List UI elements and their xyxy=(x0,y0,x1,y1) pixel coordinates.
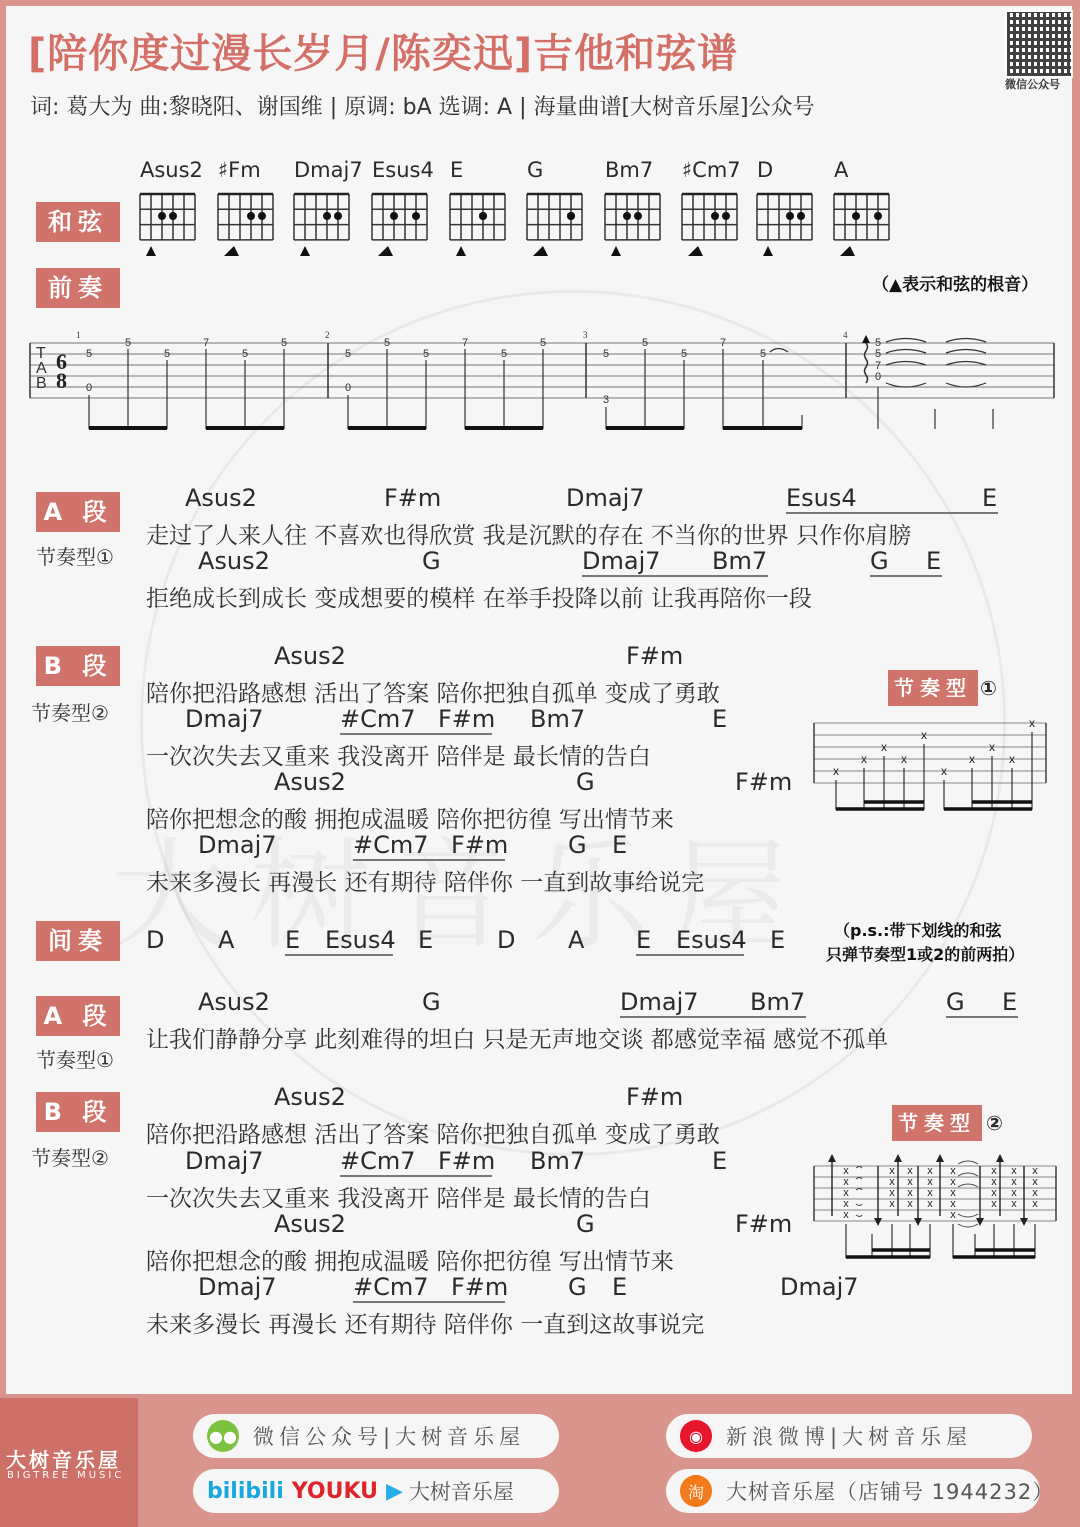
svg-text:x: x xyxy=(843,1209,849,1221)
chord-label: Dmaj7 xyxy=(198,1273,277,1301)
svg-text:7: 7 xyxy=(202,337,210,349)
svg-text:x: x xyxy=(889,1187,895,1199)
chord-label: Dmaj7 xyxy=(566,484,645,512)
svg-text:x: x xyxy=(991,1165,997,1177)
lyric-line: 陪你把想念的酸 拥抱成温暖 陪你把彷徨 写出情节来 xyxy=(146,1249,674,1275)
taobao-icon: 淘 xyxy=(680,1475,712,1507)
video-platforms-link[interactable] xyxy=(193,1469,559,1513)
chord-label: Dmaj7 xyxy=(780,1273,859,1301)
chord-label-underlined xyxy=(340,705,496,735)
svg-text:x: x xyxy=(1011,1198,1017,1210)
chord-label: #Cm7 xyxy=(340,705,416,733)
svg-text:7: 7 xyxy=(461,337,469,349)
chord-label: E xyxy=(1002,988,1018,1016)
svg-text:x: x xyxy=(991,1187,997,1199)
lyric-line: 走过了人来人往 不喜欢也得欣赏 我是沉默的存在 不当你的世界 只作你肩膀 xyxy=(146,523,912,549)
brand-name-cn: 大树音乐屋 xyxy=(6,1448,121,1472)
svg-text:3: 3 xyxy=(602,394,610,406)
part-b-tag: B 段 xyxy=(36,646,120,686)
chord-label: D xyxy=(146,926,165,954)
svg-text:5: 5 xyxy=(602,348,610,360)
svg-text:x: x xyxy=(889,1165,895,1177)
intro-section-tag: 前奏 xyxy=(36,268,120,308)
chord-label: E xyxy=(712,705,728,733)
chord-diagram-name: D xyxy=(757,158,774,182)
svg-text:x: x xyxy=(881,740,887,754)
svg-text:x: x xyxy=(907,1176,913,1188)
chord-fretboard xyxy=(446,184,512,284)
chord-label: F#m xyxy=(438,1147,496,1175)
chord-fretboard xyxy=(368,184,434,284)
svg-text:x: x xyxy=(1011,1165,1017,1177)
chord-label: #Cm7 xyxy=(353,1273,429,1301)
svg-text:5: 5 xyxy=(344,348,352,360)
svg-text:x: x xyxy=(950,1187,956,1199)
chord-diagram-name: E xyxy=(450,158,464,182)
svg-text:x: x xyxy=(833,764,839,778)
weibo-label: 新浪微博|大树音乐屋 xyxy=(726,1425,973,1449)
chord-fretboard xyxy=(601,184,667,284)
wechat-icon: ●● xyxy=(207,1420,239,1452)
chord-fretboard xyxy=(678,184,744,284)
svg-text:8: 8 xyxy=(56,368,67,393)
chord-diagram-name: Dmaj7 xyxy=(294,158,363,182)
svg-text:5: 5 xyxy=(124,337,132,349)
chord-label-underlined xyxy=(353,1273,509,1303)
svg-text:5: 5 xyxy=(85,348,93,360)
chord-label-underlined xyxy=(353,831,509,861)
rhythm-pattern-2-tag: 节奏型 xyxy=(892,1105,982,1141)
chord-label-underlined xyxy=(870,547,942,577)
svg-text:x: x xyxy=(907,1165,913,1177)
svg-text:5: 5 xyxy=(759,348,767,360)
chord-label: E xyxy=(982,484,998,512)
svg-text:x: x xyxy=(989,740,995,754)
chord-diagram-name: ♯Cm7 xyxy=(682,158,741,182)
chord-label: Dmaj7 xyxy=(620,988,699,1016)
svg-text:x: x xyxy=(1032,1176,1038,1188)
interlude-note-line1: （p.s.:带下划线的和弦 xyxy=(834,921,1002,940)
svg-text:B: B xyxy=(36,375,47,392)
chord-label: Esus4 xyxy=(676,926,747,954)
lyric-line: 让我们静静分享 此刻难得的坦白 只是无声地交谈 都感觉幸福 感觉不孤单 xyxy=(146,1027,889,1053)
root-note-legend: （▲表示和弦的根音） xyxy=(872,275,1039,295)
chord-diagram-name: Esus4 xyxy=(372,158,434,182)
lyric-line: 陪你把沿路感想 活出了答案 陪你把独自孤单 变成了勇敢 xyxy=(146,1122,720,1148)
chord-label: Dmaj7 xyxy=(185,705,264,733)
chord-fretboard xyxy=(523,184,589,284)
chord-label: F#m xyxy=(384,484,442,512)
svg-text:x: x xyxy=(991,1176,997,1188)
chord-fretboard xyxy=(290,184,356,284)
svg-text:x: x xyxy=(861,752,867,766)
chord-diagram-name: Asus2 xyxy=(140,158,203,182)
part-a-rhythm: 节奏型① xyxy=(36,545,114,569)
svg-text:x: x xyxy=(907,1187,913,1199)
chord-label: E xyxy=(418,926,434,954)
lyric-line: 一次次失去又重来 我没离开 陪伴是 最长情的告白 xyxy=(146,744,651,770)
svg-text:x: x xyxy=(843,1198,849,1210)
chord-label: Asus2 xyxy=(274,768,346,796)
chord-label: G xyxy=(870,547,889,575)
svg-text:x: x xyxy=(927,1165,933,1177)
chord-label: E xyxy=(926,547,942,575)
chord-label-underlined xyxy=(620,988,806,1018)
svg-text:5: 5 xyxy=(680,348,688,360)
svg-text:x: x xyxy=(927,1198,933,1210)
chord-label: Asus2 xyxy=(274,1210,346,1238)
part-a2-tag: A 段 xyxy=(36,996,120,1036)
chord-fretboard xyxy=(214,184,280,284)
svg-text:x: x xyxy=(950,1165,956,1177)
song-credits: 词: 葛大为 曲:黎晓阳、谢国维 | 原调: bA 选调: A | 海量曲谱[大树音乐屋]公众号 xyxy=(30,95,815,120)
chord-label: Dmaj7 xyxy=(185,1147,264,1175)
brand-name-en: BIGTREE MUSIC xyxy=(7,1470,125,1481)
svg-text:T: T xyxy=(36,345,46,362)
weibo-icon: ◉ xyxy=(680,1420,712,1452)
rhythm-pattern-1-tab xyxy=(812,718,1048,813)
chord-diagram-name: A xyxy=(834,158,849,182)
svg-text:2: 2 xyxy=(325,330,330,340)
svg-text:x: x xyxy=(1032,1165,1038,1177)
chord-label-underlined xyxy=(786,484,998,514)
svg-text:x: x xyxy=(927,1176,933,1188)
rhythm-pattern-1-number: ① xyxy=(980,676,997,700)
svg-text:x: x xyxy=(843,1165,849,1177)
chord-label: #Cm7 xyxy=(340,1147,416,1175)
svg-text:x: x xyxy=(991,1198,997,1210)
svg-text:0: 0 xyxy=(344,382,352,394)
intro-tab-staff xyxy=(28,325,1058,435)
chord-label: F#m xyxy=(451,831,509,859)
svg-text:5: 5 xyxy=(241,348,249,360)
chord-label: Esus4 xyxy=(325,926,396,954)
svg-text:x: x xyxy=(1029,718,1035,730)
chord-label-underlined xyxy=(946,988,1018,1018)
svg-text:x: x xyxy=(889,1176,895,1188)
video-label: 大树音乐屋 xyxy=(408,1480,514,1504)
taobao-label: 大树音乐屋（店铺号 1944232） xyxy=(726,1480,1055,1504)
svg-text:x: x xyxy=(901,752,907,766)
chord-label: Bm7 xyxy=(530,1147,586,1175)
qr-label: 微信公众号 xyxy=(1005,78,1060,91)
chord-label: F#m xyxy=(626,1083,684,1111)
qr-code[interactable] xyxy=(1005,10,1073,78)
chord-label: G xyxy=(568,1273,587,1301)
svg-text:x: x xyxy=(927,1187,933,1199)
chord-label: Asus2 xyxy=(198,547,270,575)
youku-logo: YOUKU xyxy=(291,1478,378,1504)
lyric-line: 未来多漫长 再漫长 还有期待 陪伴你 一直到故事给说完 xyxy=(146,870,705,896)
chord-label: Esus4 xyxy=(786,484,857,512)
rhythm-pattern-1-tag: 节奏型 xyxy=(888,670,978,706)
chord-fretboard xyxy=(830,184,896,284)
svg-text:x: x xyxy=(921,728,927,742)
chord-label-underlined xyxy=(582,547,768,577)
chord-label: E xyxy=(612,1273,628,1301)
page-title: [陪你度过漫长岁月/陈奕迅]吉他和弦谱 xyxy=(28,31,739,77)
part-b2-tag: B 段 xyxy=(36,1092,120,1132)
chord-label-underlined xyxy=(636,926,747,956)
chord-label: G xyxy=(576,768,595,796)
chord-label: G xyxy=(568,831,587,859)
svg-text:x: x xyxy=(969,752,975,766)
chord-label: F#m xyxy=(735,1210,793,1238)
svg-text:5: 5 xyxy=(163,348,171,360)
chord-label: Bm7 xyxy=(750,988,806,1016)
svg-text:7: 7 xyxy=(874,360,882,372)
chord-label: Asus2 xyxy=(185,484,257,512)
chord-label: A xyxy=(218,926,235,954)
chord-label: F#m xyxy=(626,642,684,670)
svg-text:5: 5 xyxy=(539,337,547,349)
svg-text:x: x xyxy=(1032,1187,1038,1199)
svg-text:5: 5 xyxy=(383,337,391,349)
chord-label: G xyxy=(576,1210,595,1238)
tencent-video-icon: ▶ xyxy=(386,1478,403,1504)
chord-label: E xyxy=(712,1147,728,1175)
chord-label: #Cm7 xyxy=(353,831,429,859)
chord-label: Dmaj7 xyxy=(582,547,661,575)
lyric-line: 一次次失去又重来 我没离开 陪伴是 最长情的告白 xyxy=(146,1186,651,1212)
rhythm-pattern-2-tab xyxy=(812,1152,1058,1264)
svg-text:x: x xyxy=(941,764,947,778)
lyric-line: 陪你把沿路感想 活出了答案 陪你把独自孤单 变成了勇敢 xyxy=(146,681,720,707)
svg-text:x: x xyxy=(950,1176,956,1188)
wechat-label: 微信公众号|大树音乐屋 xyxy=(253,1425,526,1449)
svg-text:x: x xyxy=(1032,1198,1038,1210)
chord-label: Asus2 xyxy=(198,988,270,1016)
chord-label: Bm7 xyxy=(530,705,586,733)
part-a-tag: A 段 xyxy=(36,492,120,532)
chord-label: E xyxy=(636,926,652,954)
svg-text:1: 1 xyxy=(76,330,81,340)
chord-label-underlined xyxy=(285,926,396,956)
svg-text:x: x xyxy=(1011,1187,1017,1199)
svg-text:5: 5 xyxy=(874,337,882,349)
chord-diagram-name: Bm7 xyxy=(605,158,654,182)
chord-label: G xyxy=(422,988,441,1016)
chord-label: E xyxy=(612,831,628,859)
svg-text:x: x xyxy=(1009,752,1015,766)
chord-label: A xyxy=(568,926,585,954)
chord-label: Dmaj7 xyxy=(198,831,277,859)
interlude-tag: 间奏 xyxy=(36,921,120,961)
chord-label: G xyxy=(422,547,441,575)
chord-fretboard xyxy=(753,184,819,284)
chord-label: E xyxy=(770,926,786,954)
chord-label-underlined xyxy=(340,1147,496,1177)
svg-text:7: 7 xyxy=(719,337,727,349)
svg-text:x: x xyxy=(843,1176,849,1188)
chord-diagram-name: ♯Fm xyxy=(218,158,261,182)
svg-text:5: 5 xyxy=(422,348,430,360)
svg-text:5: 5 xyxy=(874,348,882,360)
svg-text:x: x xyxy=(950,1198,956,1210)
svg-text:6: 6 xyxy=(56,349,67,374)
lyric-line: 未来多漫长 再漫长 还有期待 陪伴你 一直到这故事说完 xyxy=(146,1312,705,1338)
taobao-link[interactable] xyxy=(666,1469,1055,1513)
chord-label: Asus2 xyxy=(274,1083,346,1111)
chord-label: F#m xyxy=(451,1273,509,1301)
footer-brand xyxy=(0,1398,138,1527)
lyric-line: 拒绝成长到成长 变成想要的模样 在举手投降以前 让我再陪你一段 xyxy=(146,586,812,612)
chord-label: Asus2 xyxy=(274,642,346,670)
svg-text:A: A xyxy=(36,360,47,377)
svg-text:5: 5 xyxy=(500,348,508,360)
chord-label: F#m xyxy=(438,705,496,733)
chord-label: G xyxy=(946,988,965,1016)
svg-text:x: x xyxy=(1011,1176,1017,1188)
chord-fretboard xyxy=(136,184,202,284)
weibo-link[interactable] xyxy=(666,1414,1032,1458)
svg-text:x: x xyxy=(907,1198,913,1210)
chord-diagram-name: G xyxy=(527,158,544,182)
chord-label: F#m xyxy=(735,768,793,796)
svg-text:x: x xyxy=(843,1187,849,1199)
part-a2-rhythm: 节奏型① xyxy=(36,1048,114,1072)
wechat-link[interactable] xyxy=(193,1414,559,1458)
chord-label: Bm7 xyxy=(712,547,768,575)
svg-text:5: 5 xyxy=(280,337,288,349)
bilibili-logo: bilibili xyxy=(207,1478,284,1504)
part-b-rhythm: 节奏型② xyxy=(31,701,109,725)
svg-text:0: 0 xyxy=(874,371,882,383)
svg-text:4: 4 xyxy=(843,330,848,340)
svg-text:x: x xyxy=(889,1198,895,1210)
svg-text:3: 3 xyxy=(583,330,588,340)
interlude-note-line2: 只弹节奏型1或2的前两拍） xyxy=(826,945,1025,964)
svg-text:5: 5 xyxy=(641,337,649,349)
chord-label: D xyxy=(497,926,516,954)
chords-section-tag: 和弦 xyxy=(36,202,120,242)
part-b2-rhythm: 节奏型② xyxy=(31,1146,109,1170)
lyric-line: 陪你把想念的酸 拥抱成温暖 陪你把彷徨 写出情节来 xyxy=(146,807,674,833)
rhythm-pattern-2-number: ② xyxy=(986,1111,1003,1135)
svg-text:0: 0 xyxy=(85,382,93,394)
svg-text:x: x xyxy=(950,1209,956,1221)
chord-label: E xyxy=(285,926,301,954)
